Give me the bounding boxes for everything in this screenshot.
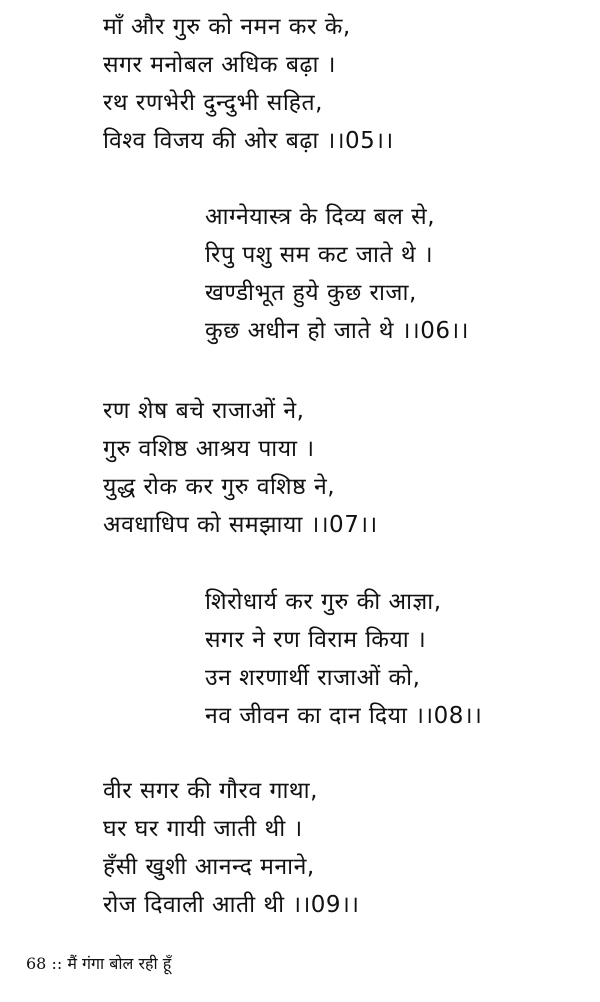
stanza-08	[205, 583, 482, 735]
page-footer	[26, 952, 171, 976]
verse-line: नव जीवन का दान दिया ।।08।।	[205, 703, 483, 729]
stanza-09	[103, 772, 360, 924]
verse-line: खण्डीभूत हुये कुछ राजा,	[205, 280, 417, 306]
verse-line: सगर मनोबल अधिक बढ़ा ।	[103, 52, 336, 78]
verse-line: आग्नेयास्त्र के दिव्य बल से,	[205, 204, 436, 230]
verse-line: वीर सगर की गौरव गाथा,	[103, 778, 318, 804]
verse-line: रथ रणभेरी दुन्दुभी सहित,	[103, 90, 323, 116]
verse-line: कुछ अधीन हो जाते थे ।।06।।	[205, 318, 469, 344]
page-number: 68	[26, 954, 47, 973]
stanza-07	[103, 392, 378, 544]
verse-line: गुरु वशिष्ठ आश्रय पाया ।	[103, 436, 315, 462]
stanza-06	[205, 198, 469, 350]
verse-line: विश्व विजय की ओर बढ़ा ।।05।।	[103, 128, 394, 154]
verse-line: शिरोधार्य कर गुरु की आज्ञा,	[205, 589, 442, 615]
verse-line: उन शरणार्थी राजाओं को,	[205, 665, 421, 691]
verse-line: सगर ने रण विराम किया ।	[205, 627, 427, 653]
verse-line: युद्ध रोक कर गुरु वशिष्ठ ने,	[103, 474, 336, 500]
verse-line: अवधाधिप को समझाया ।।07।।	[103, 512, 378, 538]
verse-line: रिपु पशु सम कट जाते थे ।	[205, 242, 434, 268]
verse-line: रोज दिवाली आती थी ।।09।।	[103, 892, 360, 918]
book-title: मैं गंगा बोल रही हूँ	[67, 954, 172, 973]
footer-separator: ::	[51, 954, 63, 973]
verse-line: हँसी खुशी आनन्द मनाने,	[103, 854, 315, 880]
stanza-05	[103, 8, 394, 160]
verse-line: घर घर गायी जाती थी ।	[103, 816, 303, 842]
verse-line: माँ और गुरु को नमन कर के,	[103, 14, 351, 40]
verse-line: रण शेष बचे राजाओं ने,	[103, 398, 305, 424]
